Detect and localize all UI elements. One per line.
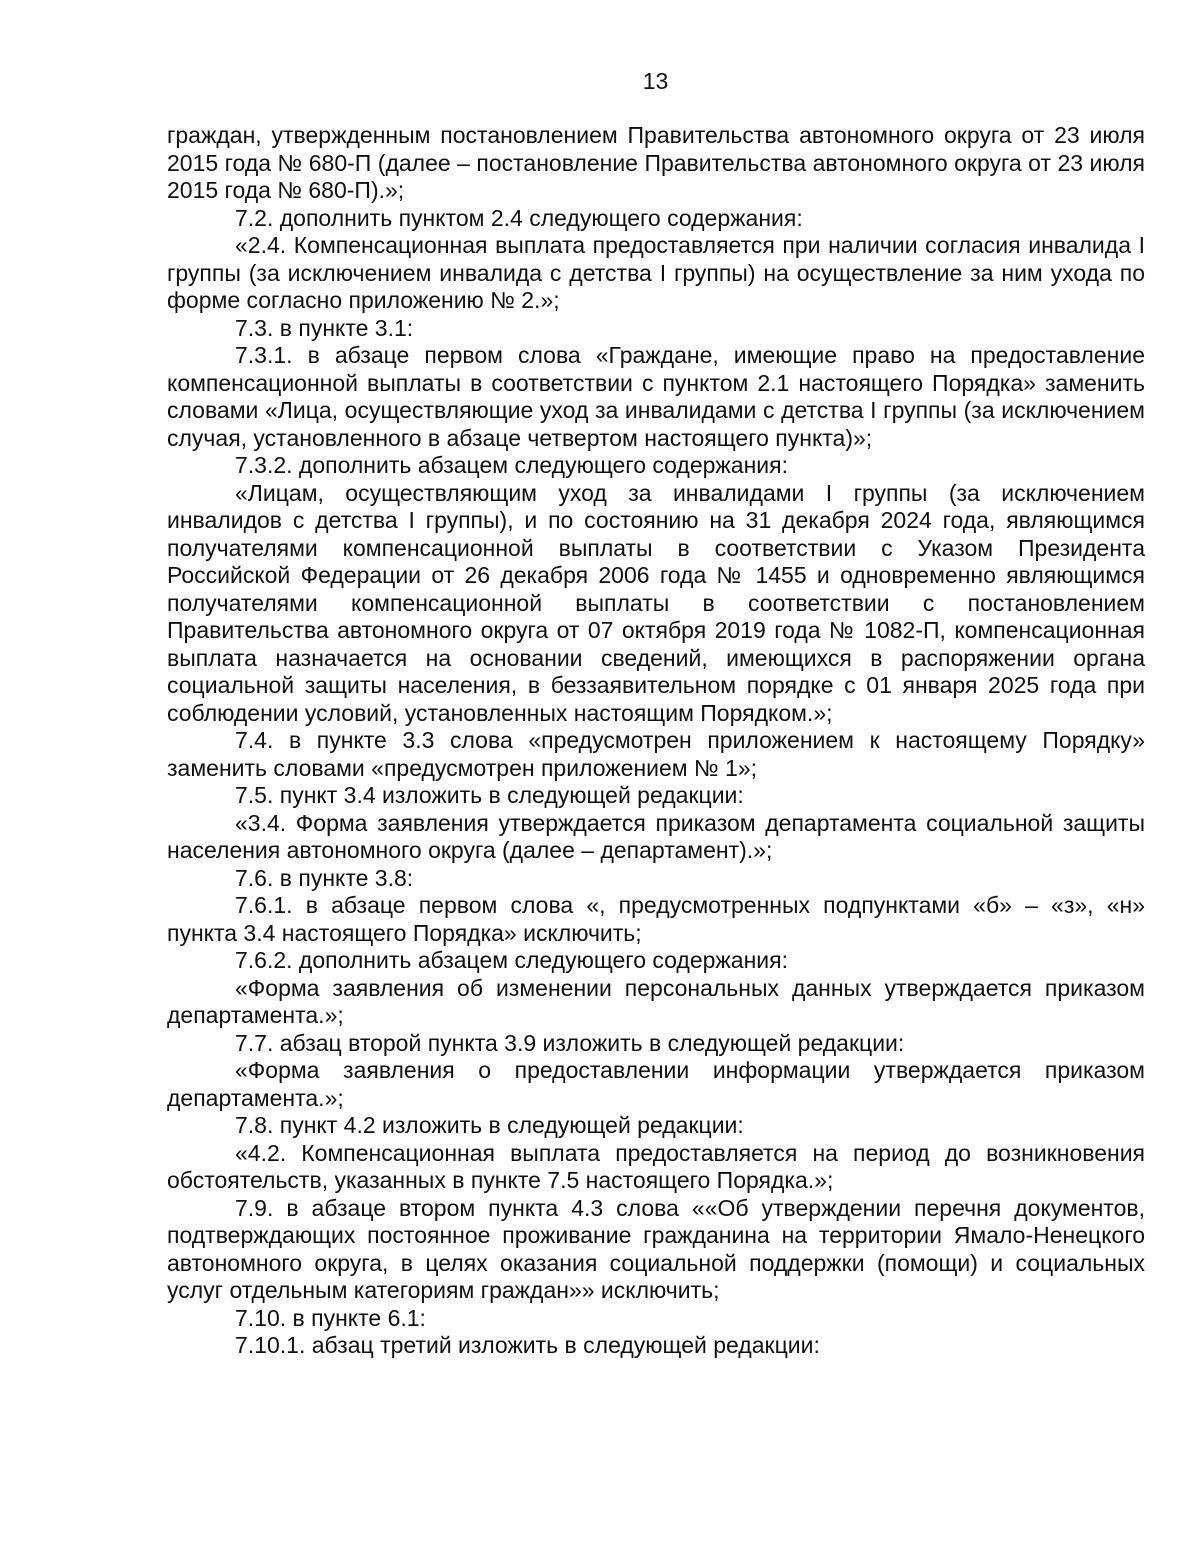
paragraph: «Форма заявления о предоставлении информации утверждается приказом департамента.»; [167,1057,1145,1111]
paragraph: 7.10. в пункте 6.1: [235,1304,426,1331]
paragraph: 7.5. пункт 3.4 изложить в следующей редакции: [235,782,744,808]
paragraph: граждан, утвержденным постановлением Правительства автономного округа от 23 июля 2015 года № 680-П (далее – постановление Правительства автономного округа от 23 июля 2015 года № 680-П).»; [167,122,1145,203]
paragraph: 7.4. в пункте 3.3 слова «предусмотрен приложением к настоящему Порядку» заменить словами «предусмотрен приложением № 1»; [167,727,1145,781]
paragraph: «Форма заявления об изменении персональных данных утверждается приказом департамента.»; [167,974,1145,1028]
paragraph: 7.6.2. дополнить абзацем следующего содержания: [235,947,788,973]
paragraph: 7.3.1. в абзаце первом слова «Граждане, имеющие право на предоставление компенсационной выплаты в соответствии с пунктом 2.1 настоящего Порядка» заменить словами «Лица, осуществляющие уход за инвалидами с детства I группы (за исключением случая, установленного в абзаце четвертом настоящего пункта)»; [167,342,1145,451]
paragraph: 7.6. в пункте 3.8: [235,864,414,891]
paragraph: 7.2. дополнить пунктом 2.4 следующего содержания: [235,204,803,231]
paragraph: «3.4. Форма заявления утверждается приказом департамента социальной защиты населения автономного округа (далее – департамент).»; [167,809,1145,863]
paragraph: 7.3.2. дополнить абзацем следующего содержания: [235,452,788,478]
paragraph: «2.4. Компенсационная выплата предоставляется при наличии согласия инвалида I группы (за исключением инвалида с детства I группы) на осуществление за ним ухода по форме согласно приложению № 2.»; [167,232,1145,313]
document-body [167,122,1145,1360]
paragraph: 7.6.1. в абзаце первом слова «, предусмотренных подпунктами «б» – «з», «н» пункта 3.4 настоящего Порядка» исключить; [167,892,1145,946]
paragraph: «Лицам, осуществляющим уход за инвалидами I группы (за исключением инвалидов с детства I группы), и по состоянию на 31 декабря 2024 года, являющимся получателями компенсационной выплаты в соответствии с Указом Президента Российской Федерации от 26 декабря 2006 года № 1455 и одновременно являющимся получателями компенсационной выплаты в соответствии с постановлением Правительства автономного округа от 07 октября 2019 года № 1082-П, компенсационная выплата назначается на основании сведений, имеющихся в распоряжении органа социальной защиты населения, в беззаявительном порядке с 01 января 2025 года при соблюдении условий, установленных настоящим Порядком.»; [167,479,1145,726]
paragraph: 7.10.1. абзац третий изложить в следующей редакции: [235,1332,820,1358]
paragraph: 7.7. абзац второй пункта 3.9 изложить в следующей редакции: [235,1029,905,1056]
paragraph: 7.3. в пункте 3.1: [235,314,414,341]
paragraph: 7.8. пункт 4.2 изложить в следующей редакции: [235,1112,744,1138]
paragraph: «4.2. Компенсационная выплата предоставляется на период до возникновения обстоятельств, указанных в пункте 7.5 настоящего Порядка.»; [167,1139,1145,1193]
page-number: 13 [642,68,669,94]
paragraph: 7.9. в абзаце втором пункта 4.3 слова ««Об утверждении перечня документов, подтверждающих постоянное проживание гражданина на территории Ямало-Ненецкого автономного округа, в целях оказания социальной поддержки (помощи) и социальных услуг отдельным категориям граждан»» исключить; [167,1194,1145,1303]
